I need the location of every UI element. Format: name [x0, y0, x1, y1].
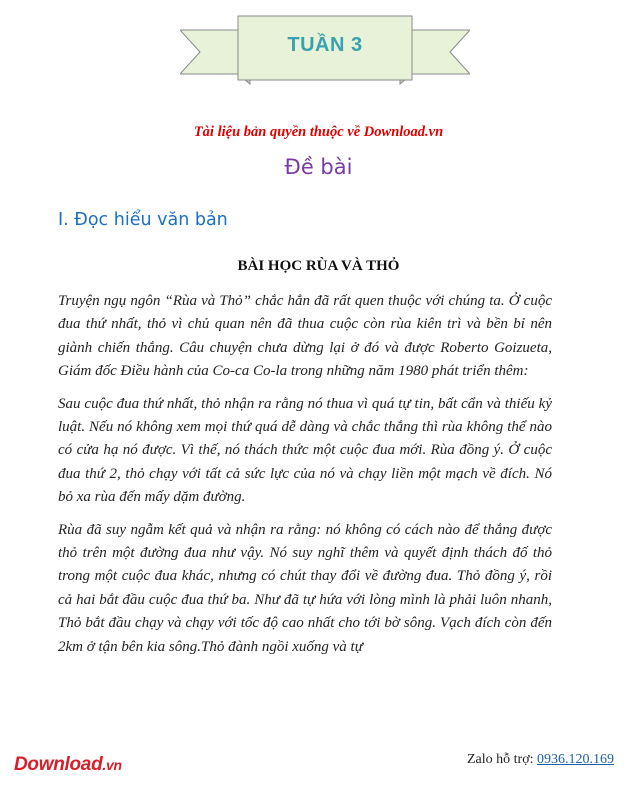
story-title: BÀI HỌC RÙA VÀ THỎ [237, 258, 400, 274]
paragraph: Sau cuộc đua thứ nhất, thỏ nhận ra rằng nó thua vì quá tự tin, bất cẩn và thiếu kỷ luật. Nếu nó không xem mọi thứ quá dễ dàng và chắc thắng thì rùa không thể nào có cửa hạ nó được. Vì thế, nó thách thức một cuộc đua mới. Rùa đồng ý. Ở cuộc đua thứ 2, thỏ chạy với tất cả sức lực của nó và chạy liền một mạch về đích. Nó bỏ xa rùa đến mấy dặm đường. [58, 395, 552, 506]
download-logo[interactable] [14, 754, 122, 776]
zalo-phone-link[interactable]: 0936.120.169 [537, 752, 614, 767]
paragraph: Truyện ngụ ngôn “Rùa và Thỏ” chắc hẳn đã rất quen thuộc với chúng ta. Ở cuộc đua thứ nhất, thỏ vì chủ quan nên đã thua cuộc còn rùa kiên trì và bền bỉ nên giành chiến thắng. Câu chuyện chưa dừng lại ở đó và được Roberto Goizueta, Giám đốc Điều hành của Co-ca Co-la trong những năm 1980 phát triển thêm: [58, 293, 552, 380]
section-heading: I. Đọc hiểu văn bản [58, 210, 228, 230]
paragraph: Rùa đã suy ngẫm kết quả và nhận ra rằng: nó không có cách nào để thắng được thỏ trên một đường đua như vậy. Nó suy nghĩ thêm và quyết định thách đố thỏ trong một cuộc đua khác, nhưng có chút thay đổi về đường đua. Thỏ đồng ý, rồi cả hai bắt đầu cuộc đua thứ ba. Như đã tự hứa với lòng mình là phải luôn nhanh, Thỏ bắt đầu chạy và chạy với tốc độ cao nhất cho tới bờ sông. Vạch đích còn đến 2km ở tận bên kia sông.Thỏ đành ngồi xuống và tự [58, 521, 552, 655]
logo-text: Download [14, 754, 103, 775]
zalo-support [467, 752, 614, 768]
week-banner [180, 12, 470, 98]
week-title: TUẦN 3 [287, 34, 363, 56]
story-body [58, 290, 552, 668]
zalo-label: Zalo hỗ trợ: [467, 752, 537, 767]
copyright-notice: Tài liệu bản quyền thuộc về Download.vn [193, 124, 444, 140]
logo-suffix: .vn [102, 757, 122, 773]
exercise-title: Đề bài [284, 155, 353, 179]
